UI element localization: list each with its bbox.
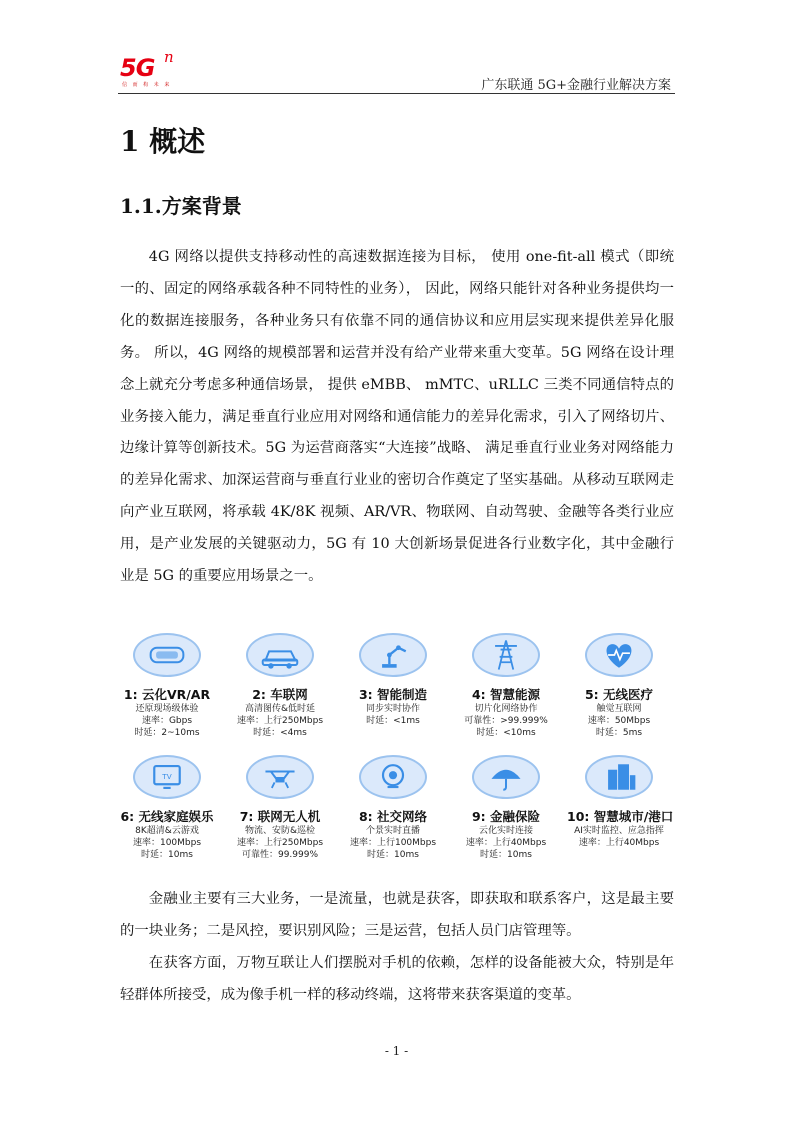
scenario-card [567,750,674,867]
scenario-title: 8: 社交网络 [358,809,428,824]
scenario-card [454,750,558,867]
scenario-metric: 速率：Gbps [141,716,193,726]
scenario-metric: 时延：2~10ms [134,728,200,738]
scenario-card [454,628,558,745]
scenario-metric: 速率：上行250Mbps [236,838,324,848]
scenario-card [341,750,445,867]
logo-main-text: 5G [120,54,155,82]
scenario-metric: 速率：上行100Mbps [349,838,437,848]
logo-superscript: n [164,48,174,66]
scenario-metric: 可靠性：99.999% [241,850,319,860]
document-title: 广东联通 5G+金融行业解决方案 [481,78,671,93]
scenario-metric: 可靠性：>99.999% [464,716,548,726]
scenario-metric: 时延：10ms [367,850,419,860]
chapter-heading: 1 概述 [120,125,206,158]
scenario-title: 1: 云化VR/AR [123,687,211,702]
scenario-metric: 速率：50Mbps [587,716,651,726]
scenario-card [567,628,671,745]
scenario-card [115,750,219,867]
scenario-card [341,628,445,745]
scenario-metric: 时延：<1ms [366,716,420,726]
logo-tagline: 信 而 构 未 来 [122,82,172,88]
drone-icon [246,755,314,799]
scenario-desc: 云化实时连接 [478,826,533,836]
scenario-title: 4: 智慧能源 [471,687,541,702]
scenario-title: 10: 智慧城市/港口 [567,809,674,824]
scenario-desc: 高清图传&低时延 [244,704,316,714]
scenario-metric: 速率：上行40Mbps [465,838,547,848]
section-heading: 1.1.方案背景 [120,194,242,218]
scenario-desc: 还原现场级体验 [135,704,199,714]
scenario-metric: 速率：上行40Mbps [578,838,660,848]
tv-icon [133,755,201,799]
scenario-desc: 同步实时协作 [365,704,420,714]
svg-text:TV: TV [162,771,172,781]
car-icon [246,633,314,677]
scenario-desc: 触觉互联网 [596,704,642,714]
scenario-metric: 时延：<10ms [476,728,536,738]
robot-arm-icon [359,633,427,677]
scenario-title: 5: 无线医疗 [584,687,654,702]
scenario-desc: 物流、安防&巡检 [244,826,316,836]
scenario-metric: 速率：100Mbps [132,838,202,848]
customer-acquisition-paragraph: 在获客方面，万物互联让人们摆脱对手机的依赖，怎样的设备能被大众，特别是年轻群体所接受，成为像手机一样的移动终端，这将带来获客渠道的变革。 [120,955,674,1003]
scenario-desc: 个景实时直播 [365,826,420,836]
power-tower-icon [472,633,540,677]
umbrella-icon [472,755,540,799]
scenario-metric: 时延：10ms [141,850,193,860]
scenario-card [115,628,219,745]
background-paragraph: 4G 网络以提供支持移动性的高速数据连接为目标， 使用 one-fit-all 模式（即统一的、固定的网络承载各种不同特性的业务）， 因此，网络只能针对各种业务提供均一化的数据连接服务，各种业务只有依靠不同的通信协议和应用层实现来提供差异化服务。 所以，4G 网络的规模部署和运营并没有给产业带来重大变革。5G 网络在设计理念上就充分考虑多种通信场景， 提供 eMBB、 mMTC、uRLLC 三类不同通信特点的业务接入能力，满足垂直行业应用对网络和通信能力的差异化需求，引入了网络切片、 边缘计算等创新技术。5G 为运营商落实“大连接”战略、 满足垂直行业业务对网络能力的差异化需求、加深运营商与垂直行业业的密切合作奠定了坚实基础。从移动互联网走向产业互联网，将承载 4K/8K 视频、AR/VR、物联网、自动驾驶、金融等各类行业应用，是产业发展的关键驱动力，5G 有 10 大创新场景促进各行业数字化，其中金融行业是 5G 的重要应用场景之一。 [120,249,674,585]
scenario-card [228,628,332,745]
vr-headset-icon [133,633,201,677]
scenario-title: 7: 联网无人机 [239,809,321,824]
scenario-metric: 速率：上行250Mbps [236,716,324,726]
scenario-grid [115,628,680,868]
scenario-metric: 时延：10ms [480,850,532,860]
camera-icon [359,755,427,799]
page-number: - 1 - [384,1044,409,1058]
scenario-desc: AI实时监控、应急指挥 [574,826,664,836]
scenario-title: 6: 无线家庭娱乐 [120,809,214,824]
scenario-title: 2: 车联网 [252,687,308,702]
scenario-desc: 8K超清&云游戏 [135,826,199,836]
scenario-card [228,750,332,867]
scenario-metric: 时延：5ms [595,728,643,738]
scenario-title: 3: 智能制造 [358,687,428,702]
header-divider [118,93,675,94]
scenario-metric: 时延：<4ms [253,728,307,738]
heartbeat-icon [585,633,653,677]
scenario-desc: 切片化网络协作 [474,704,538,714]
scenario-title: 9: 金融保险 [471,809,541,824]
city-buildings-icon [585,755,653,799]
brand-logo [120,48,182,88]
finance-business-paragraph: 金融业主要有三大业务，一是流量，也就是获客，即获取和联系客户，这是最主要的一块业务；二是风控，要识别风险；三是运营，包括人员门店管理等。 [120,891,674,939]
